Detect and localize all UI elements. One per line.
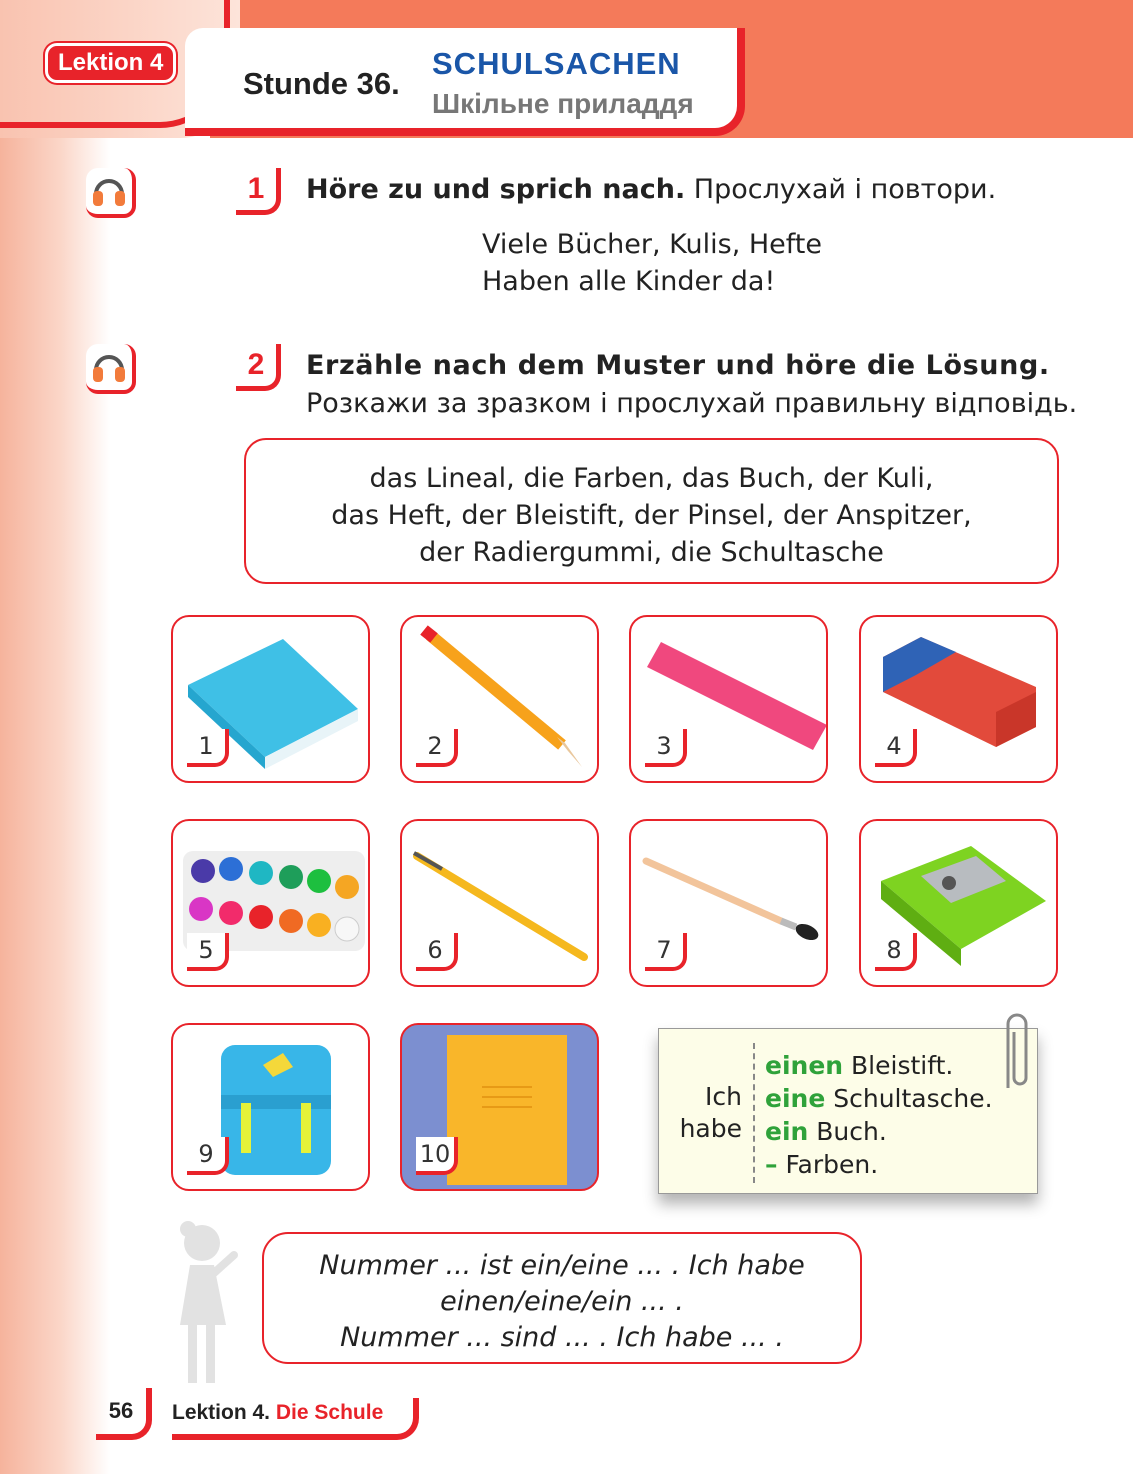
card-4 — [859, 615, 1058, 783]
exercise-2-instruction-de: Erzähle nach dem Muster und höre die Lösung. — [306, 350, 1050, 381]
card-number: 7 — [645, 933, 687, 971]
noun: Schultasche. — [833, 1084, 993, 1113]
card-number: 10 — [416, 1137, 458, 1175]
speech-bubble — [262, 1232, 862, 1364]
grammar-subject — [680, 1081, 742, 1145]
audio-button-1[interactable] — [86, 168, 136, 218]
card-number: 8 — [875, 933, 917, 971]
word-line: das Heft, der Bleistift, der Pinsel, der Anspitzer, — [331, 500, 972, 531]
word-line: das Lineal, die Farben, das Buch, der Kuli, — [369, 463, 934, 494]
poem — [482, 226, 822, 300]
card-10 — [400, 1023, 599, 1191]
word-box — [244, 438, 1059, 584]
page-title: SCHULSACHEN — [432, 46, 681, 81]
footer-topic: Die Schule — [275, 1401, 384, 1424]
card-1 — [171, 615, 370, 783]
exercise-number-1: 1 — [236, 168, 281, 215]
side-gradient — [0, 0, 110, 1474]
noun: Buch. — [816, 1117, 887, 1146]
card-2 — [400, 615, 599, 783]
grammar-subject-word: habe — [679, 1114, 742, 1143]
paperclip-icon — [1000, 1008, 1034, 1098]
speech-line: einen/eine/ein ... . — [440, 1286, 684, 1317]
card-number: 1 — [187, 729, 229, 767]
grammar-subject-word: Ich — [705, 1082, 742, 1111]
noun: Bleistift. — [851, 1051, 954, 1080]
article: eine — [765, 1084, 826, 1113]
grammar-row — [765, 1049, 993, 1082]
card-3 — [629, 615, 828, 783]
exercise-2-instruction-uk: Розкажи за зразком і прослухай правильну відповідь. — [306, 388, 1078, 419]
card-number: 4 — [875, 729, 917, 767]
speech-line: Nummer ... ist ein/eine ... . Ich habe — [319, 1250, 805, 1281]
footer-lesson: Lektion 4. — [172, 1401, 271, 1424]
footer — [172, 1398, 419, 1440]
headphones-icon — [90, 172, 128, 210]
grammar-note — [658, 1028, 1038, 1194]
noun: Farben. — [785, 1150, 879, 1179]
card-8 — [859, 819, 1058, 987]
card-number: 3 — [645, 729, 687, 767]
card-number: 2 — [416, 729, 458, 767]
grammar-divider — [753, 1043, 755, 1183]
card-6 — [400, 819, 599, 987]
speech-line: Nummer ... sind ... . Ich habe ... . — [340, 1322, 784, 1353]
headphones-icon — [90, 348, 128, 386]
grammar-row — [765, 1082, 993, 1115]
instruction-uk: Прослухай і повтори. — [693, 174, 997, 205]
poem-line: Haben alle Kinder da! — [482, 266, 776, 297]
card-number: 6 — [416, 933, 458, 971]
grammar-row — [765, 1148, 993, 1181]
word-line: der Radiergummi, die Schultasche — [419, 537, 884, 568]
poem-line: Viele Bücher, Kulis, Hefte — [482, 229, 823, 260]
grammar-row — [765, 1115, 993, 1148]
audio-button-2[interactable] — [86, 344, 136, 394]
article: ein — [765, 1117, 809, 1146]
card-number: 9 — [187, 1137, 229, 1175]
card-number: 5 — [187, 933, 229, 971]
instruction-de: Höre zu und sprich nach. — [306, 174, 686, 205]
card-5 — [171, 819, 370, 987]
page-number: 56 — [96, 1388, 152, 1440]
card-9 — [171, 1023, 370, 1191]
girl-silhouette-icon — [168, 1215, 248, 1395]
lesson-number: Stunde 36. — [243, 66, 400, 101]
page-subtitle: Шкільне приладдя — [432, 88, 694, 119]
article: – — [765, 1150, 778, 1179]
grammar-rows — [765, 1049, 993, 1181]
card-7 — [629, 819, 828, 987]
article: einen — [765, 1051, 844, 1080]
lesson-badge: Lektion 4 — [45, 43, 176, 83]
exercise-1-instruction — [306, 174, 996, 205]
exercise-number-2: 2 — [236, 344, 281, 391]
